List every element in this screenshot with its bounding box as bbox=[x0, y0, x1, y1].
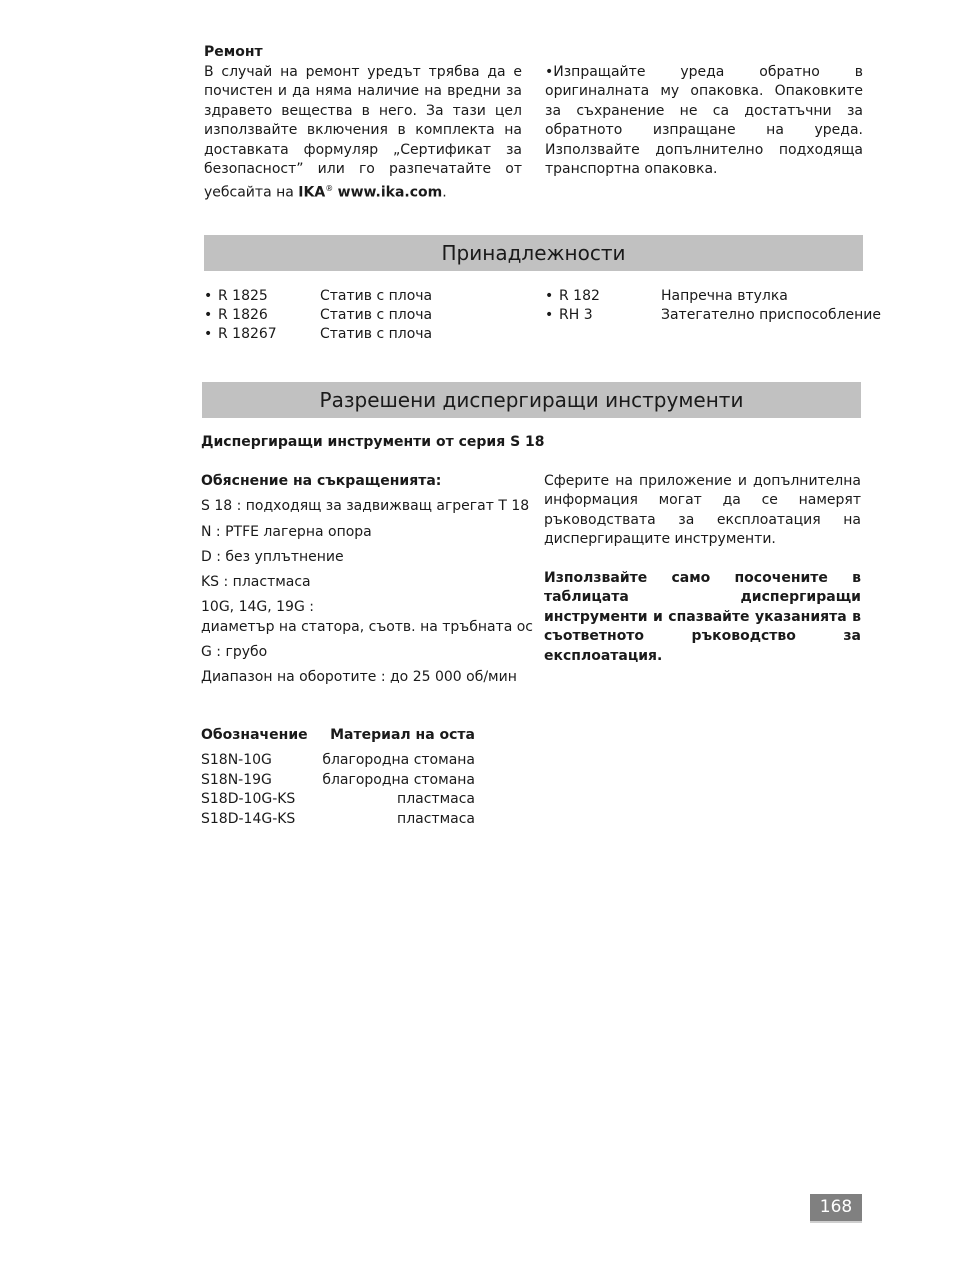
abbr-line: 10G, 14G, 19G : bbox=[201, 599, 314, 615]
abbr-title: Обяснение на съкращенията: bbox=[201, 473, 442, 489]
website-link[interactable]: www.ika.com bbox=[337, 185, 443, 202]
brand-name: IKA bbox=[298, 185, 326, 202]
accessories-heading: Принадлежности bbox=[204, 235, 863, 271]
abbr-line: диаметър на статора, съотв. на тръбната ос bbox=[201, 619, 534, 635]
repair-paragraph bbox=[204, 63, 522, 204]
table-row: S18D-14G-KS пластмаса bbox=[201, 810, 475, 827]
accessory-item: • R 1825 Статив с плоча bbox=[204, 288, 433, 304]
page-number: 168 bbox=[810, 1194, 862, 1223]
accessory-item: • R 1826 Статив с плоча bbox=[204, 307, 433, 323]
repair-end: . bbox=[442, 185, 447, 202]
abbr-line: Диапазон на оборотите : до 25 000 об/мин bbox=[201, 669, 517, 685]
table-row: S18N-19G благородна стомана bbox=[201, 771, 475, 788]
accessory-item: • RH 3 Затегателно приспособление bbox=[545, 307, 882, 323]
table-header bbox=[201, 726, 475, 751]
accessory-item: • R 18267 Статив с плоча bbox=[204, 326, 433, 342]
table-row: S18N-10G благородна стомана bbox=[201, 752, 475, 768]
repair-text: В случай на ремонт уредът трябва да е почистен и да няма наличие на вредни за здравето вещества в него. За тази цел използвайте включения в комплекта на доставката формуляр „Сертификат за безопасност” или го разпечатайте от уебсайта на bbox=[204, 64, 522, 202]
abbr-line: D : без уплътнение bbox=[201, 549, 344, 565]
series-title: Диспергиращи инструменти от серия S 18 bbox=[201, 434, 545, 450]
abbr-line: N : PTFE лагерна опора bbox=[201, 524, 372, 540]
info-paragraph: Сферите на приложение и допълнителна информация могат да се намерят ръководствата за експлоатация на диспергиращите инструменти. bbox=[544, 473, 861, 548]
abbr-line: S 18 : подходящ за задвижващ агрегат T 18 bbox=[201, 498, 530, 514]
table-row: S18D-10G-KS пластмаса bbox=[201, 791, 475, 808]
tools-table bbox=[201, 726, 475, 829]
return-paragraph: •Изпращайте уреда обратно в оригиналната му опаковка. Опаковките за съхранение не са достатъчни за обратното изпращане на уреда. Използвайте допълнително подходяща транспортна опаковка. bbox=[545, 64, 863, 178]
abbr-line: G : грубо bbox=[201, 644, 268, 660]
abbr-line: KS : пластмаса bbox=[201, 574, 311, 590]
tools-heading: Разрешени диспергиращи инструменти bbox=[202, 382, 861, 418]
warning-paragraph: Използвайте само посочените в таблицата диспергиращи инструменти и спазвайте указанията в съответното ръководство за експлоатация. bbox=[544, 570, 861, 664]
accessory-item: • R 182 Напречна втулка bbox=[545, 288, 788, 304]
registered-mark: ® bbox=[325, 184, 334, 194]
repair-title: Ремонт bbox=[204, 44, 263, 60]
header-designation: Обозначение bbox=[201, 727, 308, 743]
header-material: Материал на оста bbox=[330, 727, 475, 743]
